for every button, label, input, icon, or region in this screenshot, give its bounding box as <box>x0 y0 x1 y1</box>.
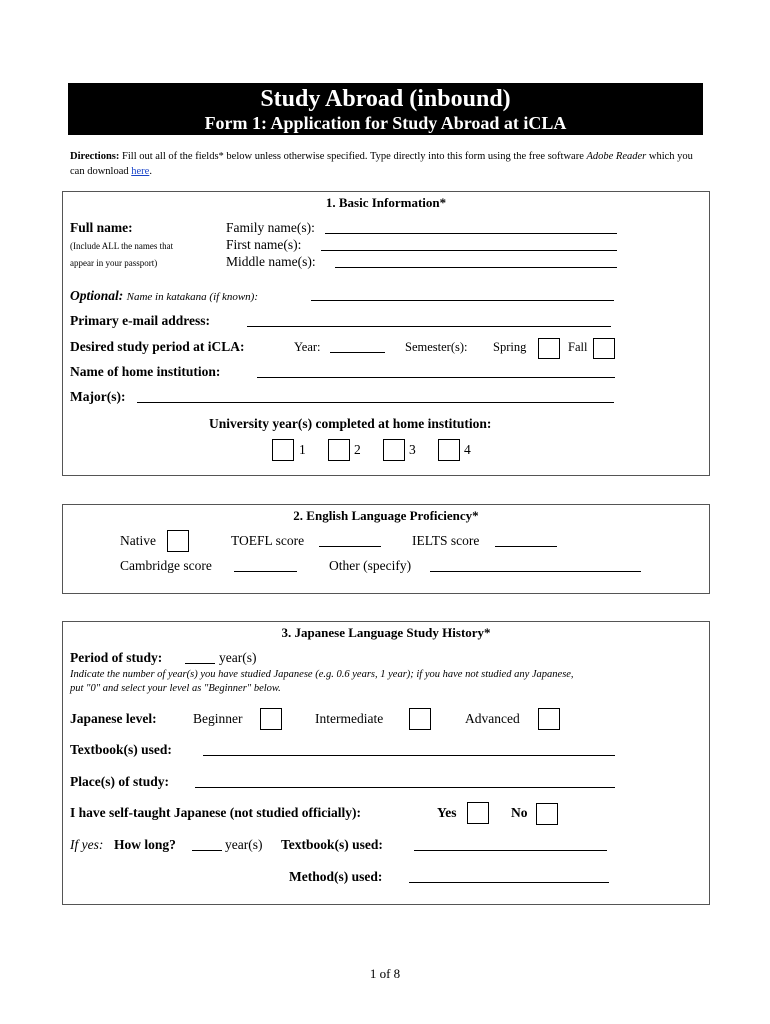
spring-label: Spring <box>493 340 527 354</box>
no-checkbox[interactable] <box>536 803 558 825</box>
email-field[interactable] <box>247 326 611 327</box>
email-label: Primary e-mail address: <box>70 313 210 328</box>
directions-text: Fill out all of the fields* below unless otherwise specified. Type directly into this form using the free software <box>119 151 587 162</box>
year-2-checkbox[interactable] <box>328 439 350 461</box>
katakana-field[interactable] <box>311 300 614 301</box>
section-title: 1. Basic Information* <box>325 195 447 210</box>
methods-field[interactable] <box>409 882 609 883</box>
full-name-label: Full name: <box>70 220 133 235</box>
places-field[interactable] <box>195 787 615 788</box>
directions <box>70 149 710 179</box>
no-label: No <box>511 805 528 820</box>
how-long-unit: year(s) <box>225 837 263 852</box>
section-basic-information <box>62 191 710 476</box>
majors-label: Major(s): <box>70 389 126 404</box>
other-field[interactable] <box>430 571 641 572</box>
years-completed-label: University year(s) completed at home institution: <box>209 416 492 431</box>
beginner-checkbox[interactable] <box>260 708 282 730</box>
home-institution-label: Name of home institution: <box>70 364 221 379</box>
middle-name-label: Middle name(s): <box>226 254 316 269</box>
advanced-checkbox[interactable] <box>538 708 560 730</box>
year-1-checkbox[interactable] <box>272 439 294 461</box>
toefl-field[interactable] <box>319 546 381 547</box>
places-label: Place(s) of study: <box>70 774 169 789</box>
fall-checkbox[interactable] <box>593 338 615 359</box>
year-4-checkbox[interactable] <box>438 439 460 461</box>
beginner-label: Beginner <box>193 711 243 726</box>
study-period-label: Desired study period at iCLA: <box>70 339 245 354</box>
self-textbooks-label: Textbook(s) used: <box>281 837 383 852</box>
year-field[interactable] <box>330 352 385 353</box>
advanced-label: Advanced <box>465 711 520 726</box>
self-taught-label: I have self-taught Japanese (not studied officially): <box>70 805 361 820</box>
home-institution-field[interactable] <box>257 377 615 378</box>
page-number: 1 of 8 <box>369 966 401 981</box>
directions-software: Adobe Reader <box>586 151 647 162</box>
intermediate-checkbox[interactable] <box>409 708 431 730</box>
first-name-field[interactable] <box>321 250 617 251</box>
year-1-label: 1 <box>299 442 306 457</box>
year-2-label: 2 <box>354 442 361 457</box>
year-3-checkbox[interactable] <box>383 439 405 461</box>
textbooks-field[interactable] <box>203 755 615 756</box>
download-link[interactable]: here <box>131 166 150 177</box>
cambridge-label: Cambridge score <box>120 558 212 573</box>
directions-label: Directions: <box>70 151 120 162</box>
textbooks-label: Textbook(s) used: <box>70 742 172 757</box>
yes-label: Yes <box>437 805 457 820</box>
middle-name-field[interactable] <box>335 267 617 268</box>
full-name-note: (Include ALL the names that <box>70 241 174 251</box>
majors-field[interactable] <box>137 402 614 403</box>
section-japanese-history <box>62 621 710 905</box>
period-label: Period of study: <box>70 650 163 665</box>
if-yes-label: If yes: <box>70 837 104 852</box>
year-label: Year: <box>294 340 321 354</box>
family-name-field[interactable] <box>325 233 617 234</box>
directions-text-2: which you can download <box>70 151 693 177</box>
ielts-field[interactable] <box>495 546 557 547</box>
form-title: Study Abroad (inbound) <box>260 86 511 112</box>
optional-label: Optional: <box>70 288 124 303</box>
spring-checkbox[interactable] <box>538 338 560 359</box>
toefl-label: TOEFL score <box>231 533 305 548</box>
methods-label: Method(s) used: <box>289 869 383 884</box>
how-long-field[interactable] <box>192 850 222 851</box>
yes-checkbox[interactable] <box>467 802 489 824</box>
section-english-proficiency <box>62 504 710 594</box>
section-title: 2. English Language Proficiency* <box>293 508 479 523</box>
year-3-label: 3 <box>409 442 416 457</box>
level-label: Japanese level: <box>70 711 157 726</box>
other-label: Other (specify) <box>329 558 412 573</box>
period-note-2: put "0" and select your level as "Beginner" below. <box>70 683 281 694</box>
native-label: Native <box>120 533 156 548</box>
how-long-label: How long? <box>114 837 176 852</box>
period-row <box>70 650 162 666</box>
directions-end: . <box>149 166 152 177</box>
katakana-label: Name in katakana (if known): <box>126 291 259 303</box>
full-name-note-2: appear in your passport) <box>70 258 158 268</box>
form-header-banner <box>68 83 703 135</box>
self-textbooks-field[interactable] <box>414 850 607 851</box>
optional-row <box>70 288 258 304</box>
ielts-label: IELTS score <box>412 533 480 548</box>
period-note: Indicate the number of year(s) you have studied Japanese (e.g. 0.6 years, 1 year); if you have not studied any Japanese, <box>70 669 574 680</box>
intermediate-label: Intermediate <box>315 711 384 726</box>
semester-label: Semester(s): <box>405 340 468 354</box>
family-name-label: Family name(s): <box>226 220 315 235</box>
fall-label: Fall <box>568 340 588 354</box>
form-subtitle: Form 1: Application for Study Abroad at iCLA <box>204 113 567 133</box>
year-4-label: 4 <box>464 442 471 457</box>
period-unit: year(s) <box>219 650 257 665</box>
first-name-label: First name(s): <box>226 237 302 252</box>
period-field[interactable] <box>185 663 215 664</box>
section-title: 3. Japanese Language Study History* <box>281 625 491 640</box>
native-checkbox[interactable] <box>167 530 189 552</box>
cambridge-field[interactable] <box>234 571 297 572</box>
